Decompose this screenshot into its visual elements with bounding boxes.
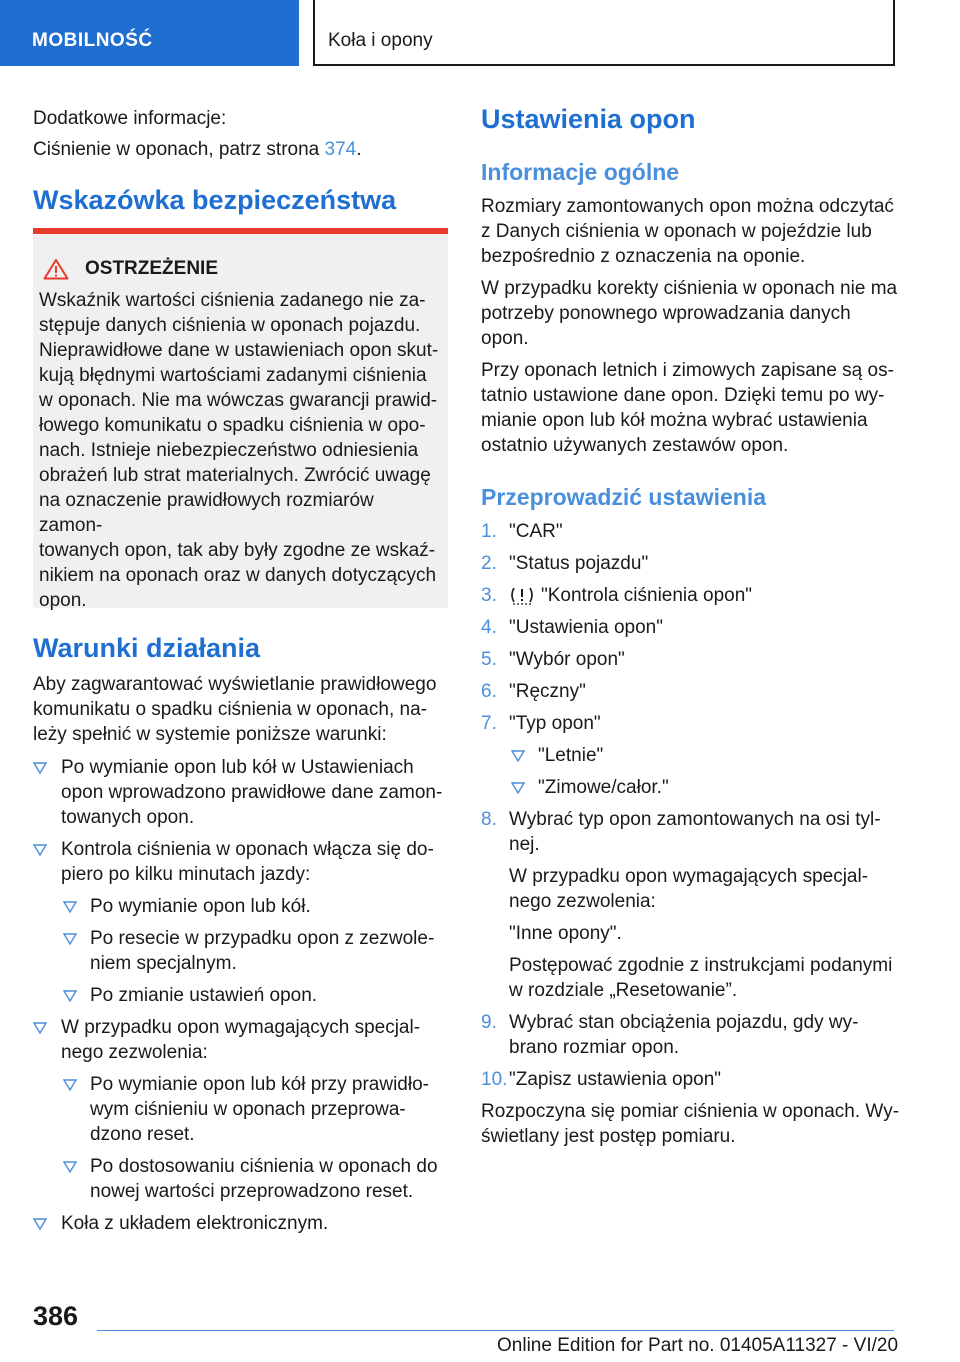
chapter-tab: MOBILNOŚĆ	[0, 0, 299, 66]
step-7: 7. "Typ opon"	[481, 713, 601, 734]
triangle-bullet-icon	[63, 901, 77, 913]
triangle-bullet-icon	[33, 1022, 47, 1034]
step-4: 4. "Ustawienia opon"	[481, 617, 663, 638]
edition-text: Online Edition for Part no. 01405A11327 - VI/20	[497, 1335, 899, 1356]
warning-line: łowego komunikatu o spadku ciśnienia w opo-	[39, 415, 426, 436]
page-header	[0, 0, 960, 66]
triangle-bullet-icon	[33, 762, 47, 774]
section-title: Koła i opony	[313, 0, 895, 66]
page-link-374[interactable]: 374	[324, 139, 357, 160]
warning-line: nikiem na oponach oraz w danych dotyczących	[39, 565, 437, 586]
sub-bullet-item: Po zmianie ustawień opon.	[63, 983, 448, 1008]
sub-bullet-item: Po wymianie opon lub kół.	[63, 894, 448, 919]
safety-heading: Wskazówka bezpieczeństwa	[33, 185, 397, 215]
triangle-bullet-icon	[511, 750, 525, 762]
sub-bullet-item: Po resecie w przypadku opon z zezwole- niem specjalnym.	[63, 926, 448, 976]
intro-line: komunikatu o spadku ciśnienia w oponach, na-	[33, 699, 427, 720]
step-9: 9. Wybrać stan obciążenia pojazdu, gdy wy- brano rozmiar opon.	[481, 1012, 859, 1058]
warning-box	[33, 228, 448, 611]
step-6: 6. "Ręczny"	[481, 681, 586, 702]
step-7-option: "Letnie"	[511, 743, 901, 768]
closing-paragraph: Rozpoczyna się pomiar ciśnienia w oponach. Wy- świetlany jest postęp pomiaru.	[481, 1101, 900, 1147]
warning-line: nach. Istnieje niebezpieczeństwo odniesienia	[39, 440, 419, 461]
general-paragraph-2: W przypadku korekty ciśnienia w oponach nie ma potrzeby ponownego wprowadzania danych opon.	[481, 278, 898, 349]
bullet-item: Koła z układem elektronicznym.	[33, 1211, 448, 1236]
warning-line: stępuje danych ciśnienia w oponach pojazdu.	[39, 315, 421, 336]
procedure-heading: Przeprowadzić ustawienia	[481, 484, 767, 510]
warning-line: na oznaczenie prawidłowych rozmiarów zamon-	[39, 490, 374, 536]
bullet-item: Kontrola ciśnienia w oponach włącza się do- piero po kilku minutach jazdy:	[33, 837, 448, 887]
triangle-bullet-icon	[63, 1079, 77, 1091]
step-7-option: "Zimowe/całor."	[511, 775, 901, 800]
triangle-bullet-icon	[63, 933, 77, 945]
step-2: 2. "Status pojazdu"	[481, 553, 649, 574]
general-paragraph-3: Przy oponach letnich i zimowych zapisane są os- tatnio ustawione dane opon. Dzięki temu po wy- mianie opon lub kół można wybrać ustawienia ostatnio używanych zestawów opon.	[481, 360, 894, 456]
warning-line: Wskaźnik wartości ciśnienia zadanego nie za-	[39, 290, 426, 311]
warning-line: kują błędnymi wartościami zadanymi ciśnienia	[39, 365, 427, 386]
warning-title: OSTRZEŻENIE	[85, 258, 219, 279]
intro-line: leży spełnić w systemie poniższe warunki:	[33, 724, 387, 745]
step-8-note: W przypadku opon wymagających specjal- nego zezwolenia:	[509, 866, 869, 912]
triangle-bullet-icon	[63, 1161, 77, 1173]
bullet-item: Po wymianie opon lub kół w Ustawieniach opon wprowadzono prawidłowe dane zamon- towanych opon.	[33, 755, 448, 830]
footer-divider	[97, 1330, 894, 1331]
step-10: 10. "Zapisz ustawienia opon"	[481, 1069, 722, 1090]
info-reference	[33, 137, 361, 162]
warning-line: obrażeń lub strat materialnych. Zwrócić uwagę	[39, 465, 431, 486]
step-5: 5. "Wybór opon"	[481, 649, 625, 670]
intro-line: Aby zagwarantować wyświetlanie prawidłowego	[33, 674, 437, 695]
triangle-bullet-icon	[63, 990, 77, 1002]
triangle-bullet-icon	[511, 782, 525, 794]
page-number: 386	[33, 1301, 79, 1331]
info-reference-end: .	[356, 139, 362, 160]
conditions-heading: Warunki działania	[33, 633, 261, 663]
warning-line: towanych opon, tak aby były zgodne ze wskaź-	[39, 540, 436, 561]
general-paragraph-1: Rozmiary zamontowanych opon można odczytać z Danych ciśnienia w oponach w pojeździe lub bezpośrednio z oznaczenia na oponie.	[481, 196, 894, 267]
warning-line: Nieprawidłowe dane w ustawieniach opon skut-	[39, 340, 439, 361]
step-8-note: Postępować zgodnie z instrukcjami podanymi w rozdziale „Resetowanie”.	[509, 955, 893, 1001]
bullet-item: W przypadku opon wymagających specjal- nego zezwolenia:	[33, 1015, 448, 1065]
general-info-heading: Informacje ogólne	[481, 159, 680, 185]
warning-text	[39, 288, 440, 613]
warning-line: opon.	[39, 590, 87, 611]
warning-line: w oponach. Nie ma wówczas gwarancji prawid-	[39, 390, 438, 411]
sub-bullet-item: Po wymianie opon lub kół przy prawidło- wym ciśnieniu w oponach przeprowa- dzono reset.	[63, 1072, 448, 1147]
tire-settings-heading: Ustawienia opon	[481, 104, 696, 134]
triangle-bullet-icon	[33, 1218, 47, 1230]
conditions-intro	[33, 672, 436, 747]
step-8: 8. Wybrać typ opon zamontowanych na osi tyl- nej.	[481, 809, 881, 855]
step-8-note: "Inne opony".	[509, 923, 622, 944]
warning-triangle-icon	[43, 258, 69, 280]
sub-bullet-item: Po dostosowaniu ciśnienia w oponach do nowej wartości przeprowadzono reset.	[63, 1154, 448, 1204]
triangle-bullet-icon	[33, 844, 47, 856]
info-reference-text: Ciśnienie w oponach, patrz strona	[33, 139, 325, 160]
tire-pressure-icon	[509, 585, 535, 607]
warning-header	[43, 256, 440, 282]
step-3: 3. "Kontrola ciśnienia opon"	[481, 585, 753, 606]
info-label: Dodatkowe informacje:	[33, 108, 227, 129]
step-1: 1. "CAR"	[481, 521, 563, 542]
